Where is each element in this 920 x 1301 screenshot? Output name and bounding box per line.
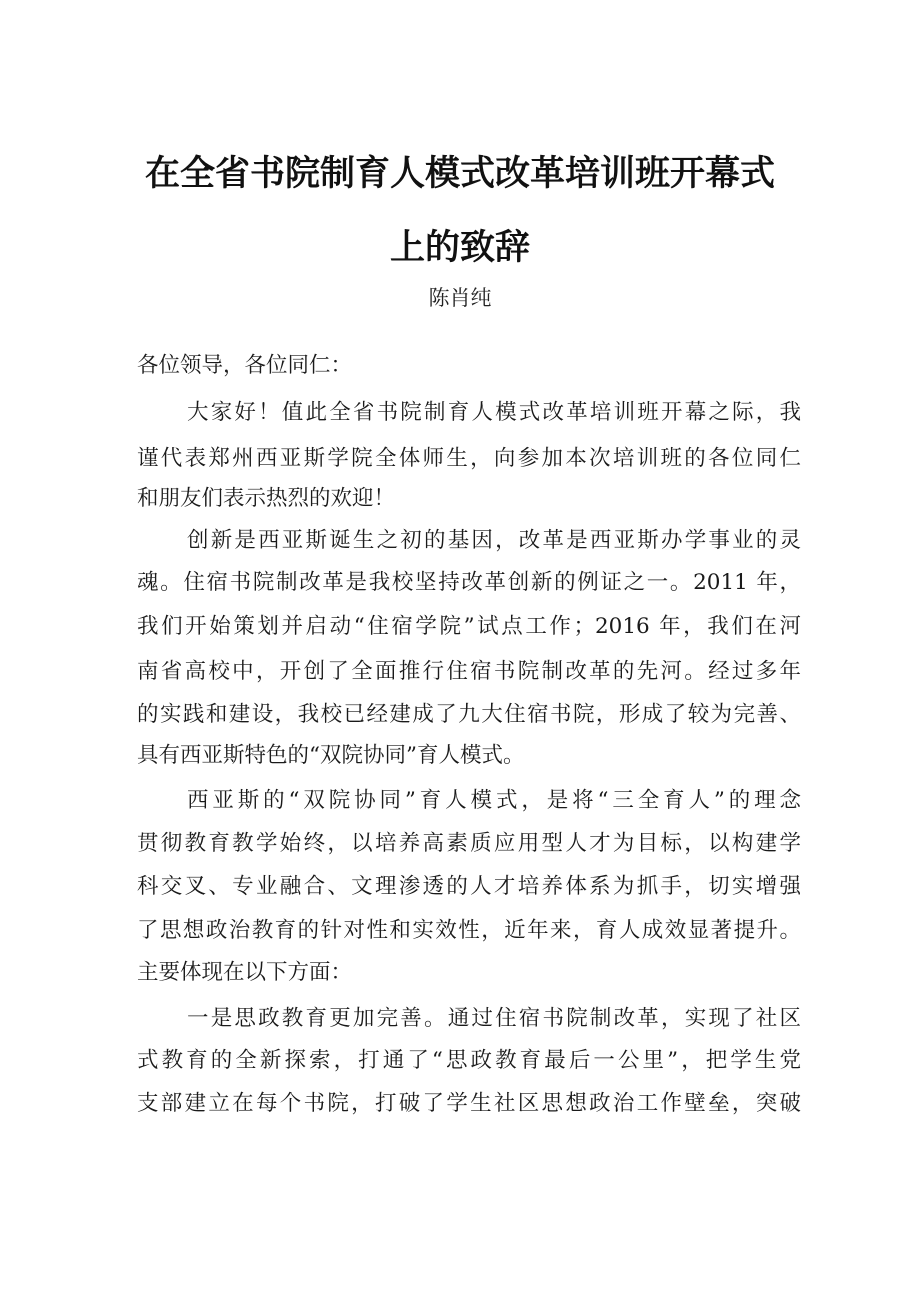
body-line: 创新是西亚斯诞生之初的基因，改革是西亚斯办学事业的灵 [187, 528, 801, 553]
body-line: 式教育的全新探索，打通了“思政教育最后一公里”，把学生党 [137, 1048, 801, 1073]
body-line: 谨代表郑州西亚斯学院全体师生，向参加本次培训班的各位同仁 [137, 446, 801, 471]
body-line: 南省高校中，开创了全面推行住宿书院制改革的先河。经过多年 [137, 659, 801, 684]
body-line: 和朋友们表示热烈的欢迎！ [137, 486, 396, 511]
body-line: 西亚斯的“双院协同”育人模式，是将“三全育人”的理念 [187, 788, 801, 813]
body-line: 我们开始策划并启动“住宿学院”试点工作；2016 年，我们在河 [137, 614, 801, 639]
body-line: 了思想政治教育的针对性和实效性，近年来，育人成效显著提升。 [137, 918, 801, 943]
salutation-line: 各位领导，各位同仁： [137, 353, 353, 378]
body-line: 贯彻教育教学始终，以培养高素质应用型人才为目标，以构建学 [137, 831, 801, 856]
body-line: 科交叉、专业融合、文理渗透的人才培养体系为抓手，切实增强 [137, 874, 801, 899]
body-line: 一是思政教育更加完善。通过住宿书院制改革，实现了社区 [187, 1006, 801, 1031]
body-line: 支部建立在每个书院，打破了学生社区思想政治工作壁垒，突破 [137, 1091, 801, 1116]
document-title-line-2: 上的致辞 [389, 228, 530, 268]
document-title-line-1: 在全省书院制育人模式改革培训班开幕式 [144, 154, 775, 194]
author-name: 陈肖纯 [428, 286, 492, 310]
body-line: 大家好！值此全省书院制育人模式改革培训班开幕之际，我 [187, 400, 801, 425]
body-line: 的实践和建设，我校已经建成了九大住宿书院，形成了较为完善、 [137, 702, 801, 727]
body-line: 具有西亚斯特色的“双院协同”育人模式。 [137, 743, 525, 768]
body-line: 主要体现在以下方面： [137, 960, 353, 985]
body-line: 魂。住宿书院制改革是我校坚持改革创新的例证之一。2011 年， [137, 570, 801, 595]
